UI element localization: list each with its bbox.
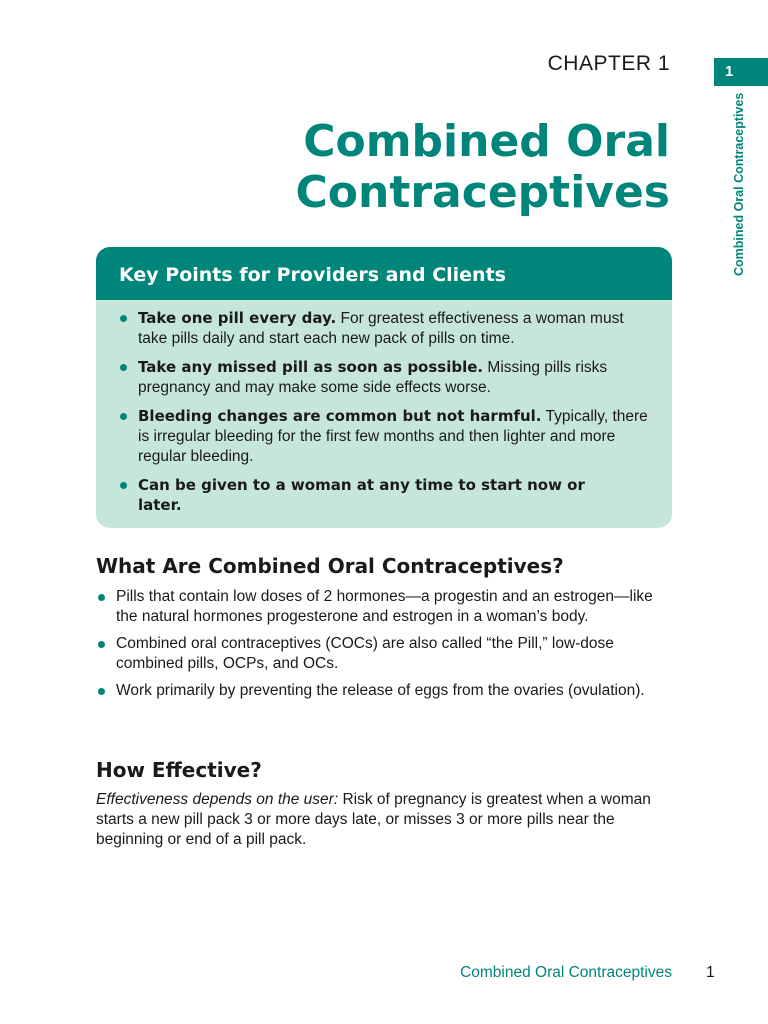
list-item: Combined oral contraceptives (COCs) are also called “the Pill,” low-dose combined pills, OCPs, and OCs. xyxy=(116,634,676,674)
key-points-heading: Key Points for Providers and Clients xyxy=(96,247,672,300)
page-number: 1 xyxy=(706,964,715,981)
chapter-label: CHAPTER 1 xyxy=(547,52,670,75)
list-item: Work primarily by preventing the release of eggs from the ovaries (ovulation). xyxy=(116,681,676,701)
chapter-tab-number: 1 xyxy=(714,58,768,86)
key-point-item xyxy=(138,475,652,516)
key-points-list xyxy=(96,300,672,516)
key-point-item xyxy=(138,357,652,398)
key-point-text: Missing pills risks pregnancy and may make some side effects worse. xyxy=(138,359,608,396)
page-title-line-2: Contraceptives xyxy=(295,167,670,218)
key-points-box xyxy=(96,247,672,528)
effectiveness-text: Risk of pregnancy is greatest when a woman starts a new pill pack 3 or more days late, or misses 3 or more pills near the beginning or end of a pill pack. xyxy=(96,791,651,848)
chapter-tab-text: Combined Oral Contraceptives xyxy=(732,92,746,276)
key-point-text: For greatest effectiveness a woman must take pills daily and start each new pack of pills on time. xyxy=(138,310,624,347)
key-point-bold: Take one pill every day. xyxy=(138,309,337,327)
key-point-bold: Bleeding changes are common but not harmful. xyxy=(138,407,542,425)
key-point-bold: Can be given to a woman at any time to start now or later. xyxy=(138,476,585,514)
what-list xyxy=(96,587,676,708)
page-title-line-1: Combined Oral xyxy=(303,116,670,167)
key-point-item xyxy=(138,308,652,349)
section-heading-what: What Are Combined Oral Contraceptives? xyxy=(96,554,564,578)
footer-title: Combined Oral Contraceptives xyxy=(460,964,672,981)
effectiveness-paragraph xyxy=(96,790,656,850)
key-point-item xyxy=(138,406,652,467)
effectiveness-lead: Effectiveness depends on the user: xyxy=(96,791,339,808)
page-title xyxy=(295,116,670,218)
section-heading-effective: How Effective? xyxy=(96,758,262,782)
key-point-bold: Take any missed pill as soon as possible. xyxy=(138,358,484,376)
list-item: Pills that contain low doses of 2 hormones—a progestin and an estrogen—like the natural hormones progesterone and estrogen in a woman’s body. xyxy=(116,587,676,627)
key-point-text: Typically, there is irregular bleeding for the first few months and then lighter and more regular bleeding. xyxy=(138,408,648,465)
